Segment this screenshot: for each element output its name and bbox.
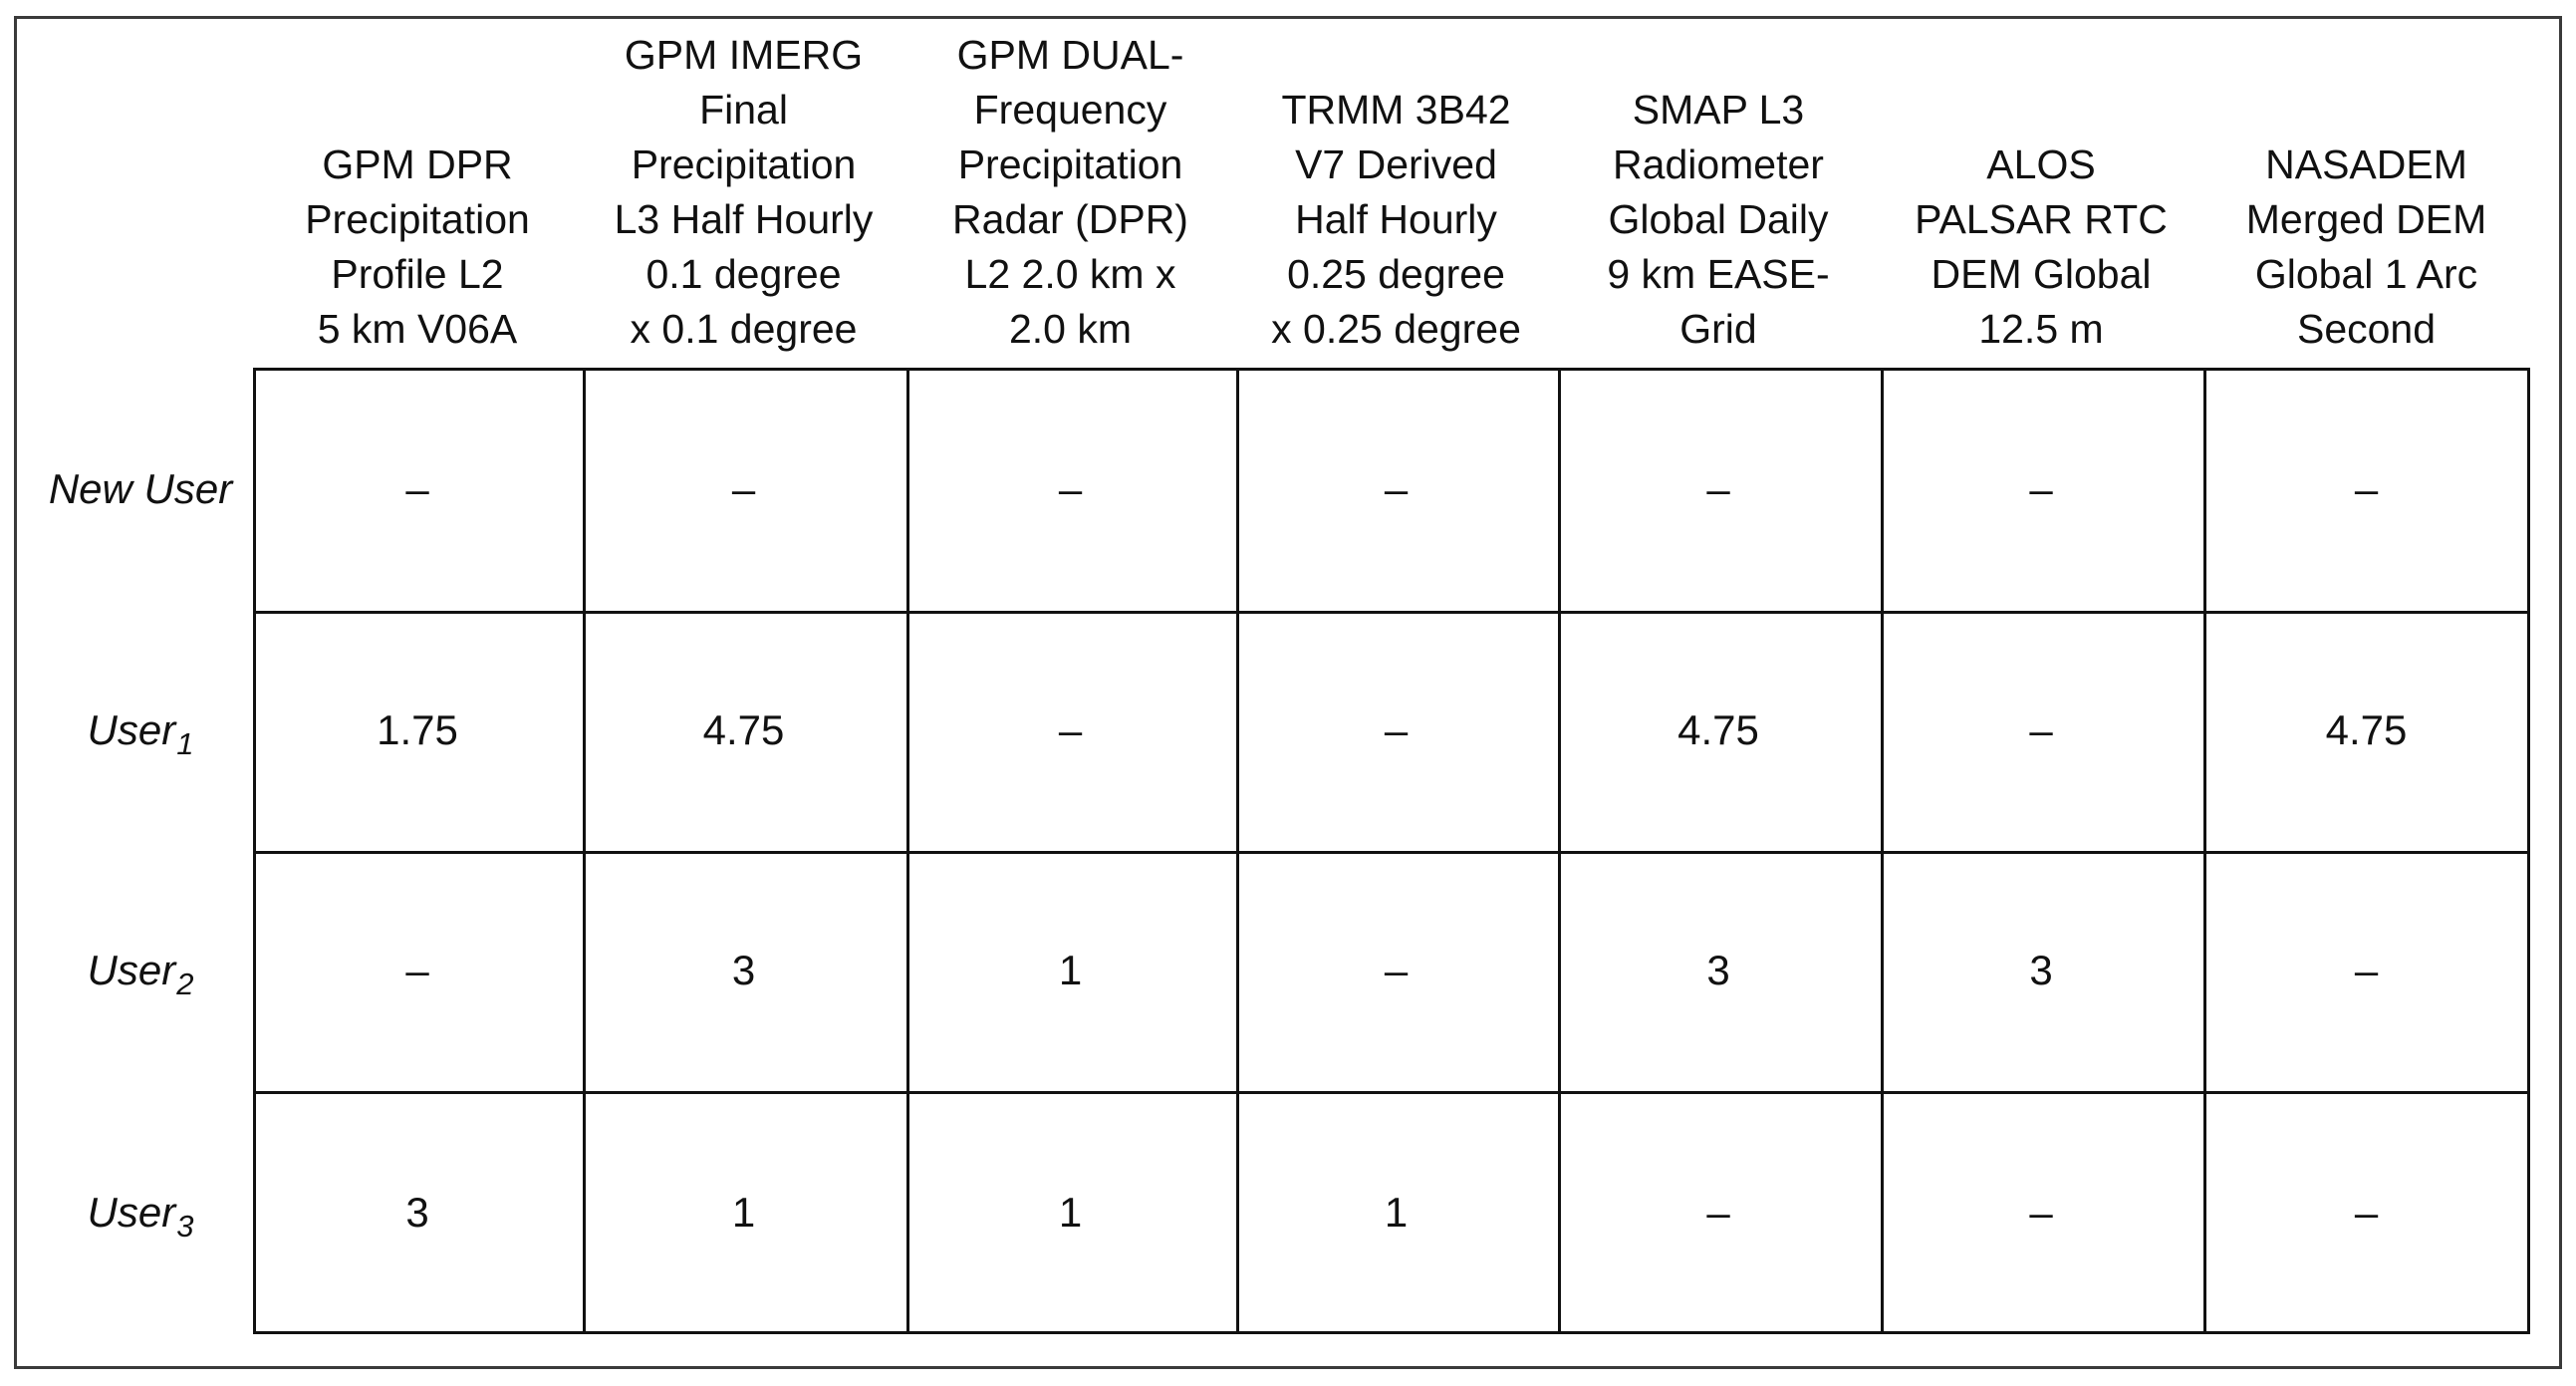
column-header-line: 12.5 m [1978, 306, 2104, 352]
column-header-line: 0.25 degree [1287, 251, 1505, 297]
column-header-line: Precipitation [957, 141, 1183, 187]
column-header [1880, 30, 2202, 359]
column-header-line: 5 km V06A [317, 306, 518, 352]
column-header-line: Radar (DPR) [952, 196, 1188, 242]
table-cell: – [2029, 464, 2053, 512]
table-cell: – [2354, 1188, 2379, 1236]
row-label [30, 1090, 251, 1334]
table-cell: – [1384, 705, 1409, 753]
column-header-line: ALOS [1986, 141, 2096, 187]
column-header-line: PALSAR RTC [1915, 196, 2168, 242]
table-cell: – [2029, 705, 2053, 753]
column-header-line: DEM Global [1931, 251, 2152, 297]
table-cell: 1 [1058, 1188, 1083, 1236]
table-cell: 3 [1706, 946, 1730, 993]
row-label [30, 610, 251, 850]
table-cell: 3 [405, 1188, 429, 1236]
table-cell: 1 [731, 1188, 756, 1236]
column-header-line: x 0.25 degree [1271, 306, 1521, 352]
column-header-line: 0.1 degree [645, 251, 842, 297]
row-label-text: User [87, 705, 176, 753]
column-header-line: Frequency [973, 87, 1167, 133]
table-cell: 3 [731, 946, 756, 993]
column-header-line: NASADEM [2265, 141, 2467, 187]
column-header-line: x 0.1 degree [630, 306, 858, 352]
column-header-line: GPM DUAL- [956, 32, 1184, 78]
table-cell: – [2029, 1188, 2053, 1236]
column-header-line: L2 2.0 km x [964, 251, 1176, 297]
table-cell: 3 [2029, 946, 2053, 993]
column-header-line: Radiometer [1613, 141, 1824, 187]
column-header-line: 9 km EASE- [1607, 251, 1830, 297]
table-cell: 1 [1384, 1188, 1409, 1236]
column-header-line: GPM IMERG [624, 32, 864, 78]
table-cell: 4.75 [702, 705, 785, 753]
table-cell: 4.75 [2325, 705, 2408, 753]
table-cell: – [1384, 464, 1409, 512]
column-header [253, 30, 582, 359]
table-cell: 1.75 [377, 705, 458, 753]
column-header-line: Second [2296, 306, 2437, 352]
column-header [1557, 30, 1880, 359]
column-header-line: GPM DPR [322, 141, 513, 187]
table-cell: 4.75 [1677, 705, 1759, 753]
column-header-line: Half Hourly [1295, 196, 1497, 242]
row-label-subscript: 1 [176, 725, 194, 761]
column-header-line: SMAP L3 [1632, 87, 1805, 133]
column-header [582, 30, 905, 359]
table-cell: – [405, 464, 429, 512]
table-cell: – [1706, 1188, 1730, 1236]
row-label-text: User [87, 1188, 176, 1236]
column-header-line: Precipitation [631, 141, 857, 187]
column-header-line: Profile L2 [331, 251, 504, 297]
table-cell: – [2354, 946, 2379, 993]
column-header-line: Precipitation [305, 196, 530, 242]
column-header-line: 2.0 km [1008, 306, 1133, 352]
row-label-text: User [87, 946, 176, 993]
column-header [1235, 30, 1557, 359]
column-header-line: Final [699, 87, 788, 133]
table-cell: – [731, 464, 756, 512]
column-header-line: TRMM 3B42 [1281, 87, 1511, 133]
row-label-text: New User [48, 464, 233, 512]
table-cell: – [1706, 464, 1730, 512]
table-cell: – [405, 946, 429, 993]
column-header-line: Global 1 Arc [2254, 251, 2478, 297]
column-header-line: Global Daily [1608, 196, 1829, 242]
row-label [30, 368, 251, 610]
column-header-line: Grid [1679, 306, 1757, 352]
table-cell: – [2354, 464, 2379, 512]
table-cell: – [1058, 705, 1083, 753]
column-header-line: V7 Derived [1295, 141, 1497, 187]
column-header [2202, 30, 2530, 359]
column-header [905, 30, 1235, 359]
row-label [30, 850, 251, 1090]
table-cell: 1 [1058, 946, 1083, 993]
column-header-line: L3 Half Hourly [614, 196, 874, 242]
table-cell: – [1384, 946, 1409, 993]
column-header-line: Merged DEM [2245, 196, 2487, 242]
row-label-subscript: 2 [176, 966, 194, 1001]
row-label-subscript: 3 [176, 1208, 194, 1244]
table-cell: – [1058, 464, 1083, 512]
